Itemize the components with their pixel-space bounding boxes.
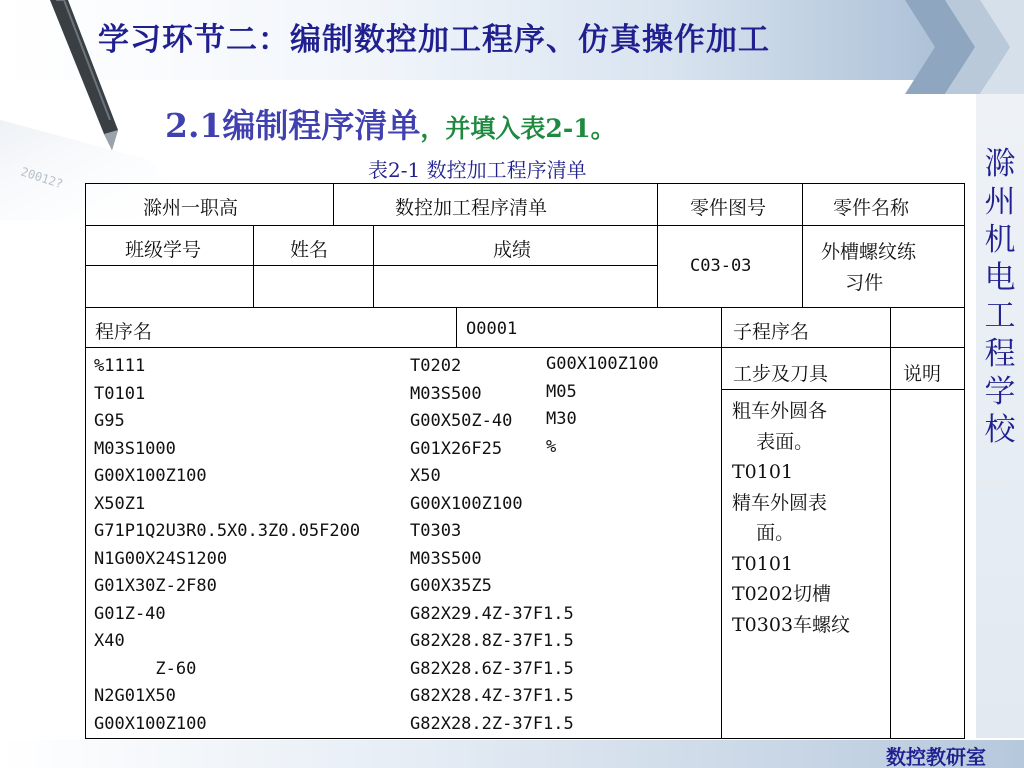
subtitle-main: 2.1编制程序清单 xyxy=(165,106,421,145)
code-line: G71P1Q2U3R0.5X0.3Z0.05F200 xyxy=(94,521,361,541)
code-line: X50Z1 xyxy=(94,493,146,514)
code-line: T0303 xyxy=(410,521,462,541)
code-line: X50 xyxy=(410,466,441,486)
note-line: T0202切槽 xyxy=(732,583,832,605)
footer-label: 数控教研室 xyxy=(886,745,986,768)
code-line: %1111 xyxy=(94,356,146,376)
school-name: 滁州一职高 xyxy=(143,197,239,219)
subprogram-label: 子程序名 xyxy=(733,321,810,343)
side-char: 学 xyxy=(984,374,1016,410)
list-title: 数控加工程序清单 xyxy=(395,197,548,219)
code-line: G00X100Z100 xyxy=(546,354,659,374)
code-line: G82X29.4Z-37F1.5 xyxy=(410,603,574,624)
school-vertical-label xyxy=(979,145,1021,449)
side-char: 滁 xyxy=(984,146,1016,182)
code-column-1 xyxy=(94,353,360,738)
code-line: G00X100Z100 xyxy=(94,713,207,734)
code-line: G00X50Z-40 xyxy=(410,411,513,431)
code-line: M30 xyxy=(546,409,577,429)
code-line: G01Z-40 xyxy=(94,603,166,624)
code-line: G01X30Z-2F80 xyxy=(94,576,217,596)
note-line: T0101 xyxy=(732,461,794,483)
note-line: 粗车外圆各 xyxy=(732,400,828,422)
side-char: 电 xyxy=(984,260,1016,296)
part-no-value: C03-03 xyxy=(690,256,752,276)
program-name-value: O0001 xyxy=(466,319,518,339)
subtitle-secondary: ，并填入表2-1。 xyxy=(420,114,616,143)
code-line: G82X28.8Z-37F1.5 xyxy=(410,631,574,651)
code-line: T0101 xyxy=(94,383,146,404)
code-line: M05 xyxy=(546,381,577,402)
side-char: 州 xyxy=(984,184,1016,220)
footer-band xyxy=(0,740,1024,768)
code-line: Z-60 xyxy=(94,658,197,679)
note-line: 面。 xyxy=(732,522,795,544)
note-line: 表面。 xyxy=(732,430,814,453)
code-line: G82X28.2Z-37F1.5 xyxy=(410,713,574,734)
side-char: 程 xyxy=(984,336,1016,372)
code-line: M03S500 xyxy=(410,383,482,404)
class-id-label: 班级学号 xyxy=(125,239,202,261)
note-line: T0101 xyxy=(732,552,794,575)
step-notes xyxy=(732,396,882,640)
program-name-label: 程序名 xyxy=(95,321,153,343)
code-column-3 xyxy=(546,351,659,461)
chevron-decoration-icon xyxy=(905,0,1024,94)
part-name-value: 外槽螺纹练 习件 xyxy=(821,241,917,294)
section-subtitle xyxy=(165,100,616,147)
page-title: 学习环节二：编制数控加工程序、仿真操作加工 xyxy=(98,22,770,58)
code-line: N2G01X50 xyxy=(94,686,176,706)
side-char: 工 xyxy=(984,298,1016,334)
side-char: 机 xyxy=(984,222,1016,258)
student-name-label: 姓名 xyxy=(290,239,329,261)
code-line: X40 xyxy=(94,631,125,651)
code-line: % xyxy=(546,436,557,457)
code-line: T0202 xyxy=(410,356,462,376)
remarks-label: 说明 xyxy=(903,363,942,385)
side-char: 校 xyxy=(984,412,1016,448)
note-line: 精车外圆表 xyxy=(732,491,828,514)
part-no-label: 零件图号 xyxy=(690,197,767,219)
code-line: M03S1000 xyxy=(94,438,176,459)
steps-tools-label: 工步及刀具 xyxy=(733,363,829,385)
code-line: N1G00X24S1200 xyxy=(94,548,228,569)
svg-text:20012?: 20012? xyxy=(19,164,65,192)
code-line: G00X100Z100 xyxy=(410,493,523,514)
code-line: G95 xyxy=(94,411,125,431)
table-caption: 表2-1 数控加工程序清单 xyxy=(368,158,587,182)
code-line: G00X35Z5 xyxy=(410,576,492,596)
code-line: G82X28.4Z-37F1.5 xyxy=(410,686,574,706)
part-name-label: 零件名称 xyxy=(833,197,910,219)
code-line: G01X26F25 xyxy=(410,438,503,459)
code-line: M03S500 xyxy=(410,548,482,569)
score-label: 成绩 xyxy=(493,239,532,261)
code-line: G82X28.6Z-37F1.5 xyxy=(410,658,574,679)
note-line: T0303车螺纹 xyxy=(732,613,851,636)
code-line: G00X100Z100 xyxy=(94,466,207,486)
